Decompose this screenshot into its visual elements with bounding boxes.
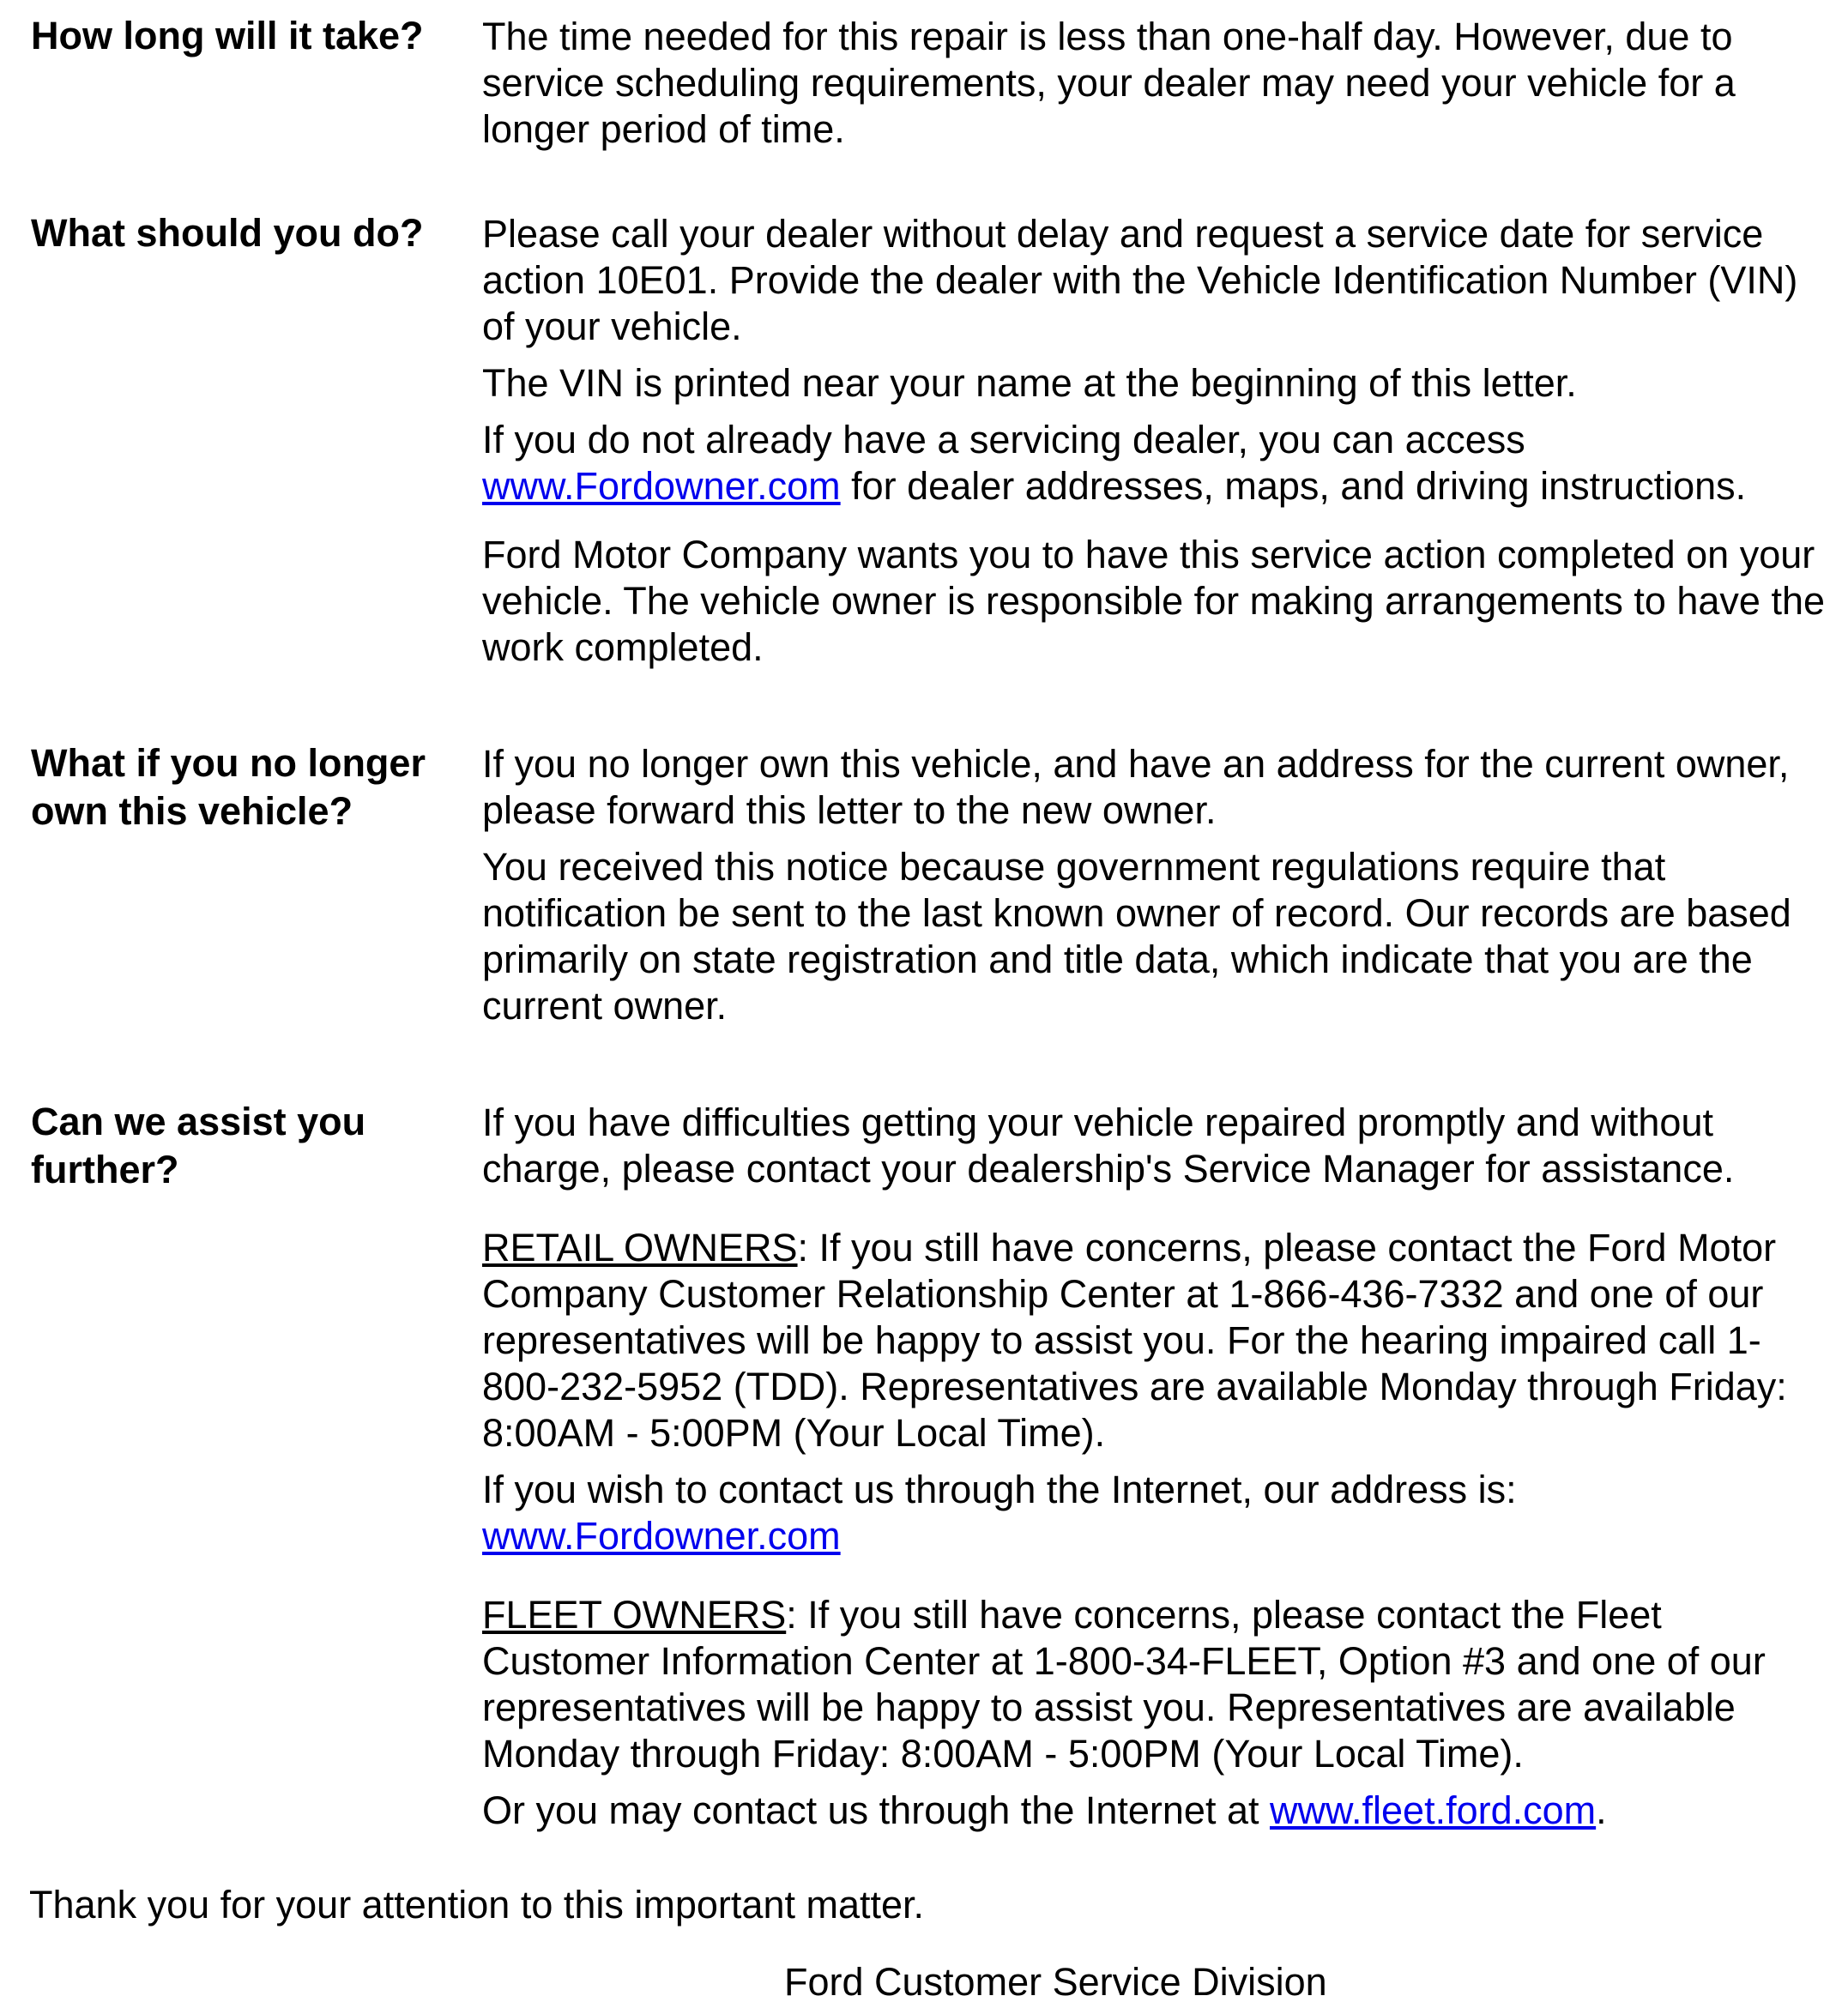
answer-what-do [482,211,1829,671]
retail-owners-paragraph [482,1225,1829,1456]
what-do-paragraph-3 [482,417,1829,510]
answer-how-long [482,14,1829,153]
no-longer-paragraph-1: If you no longer own this vehicle, and have an address for the current owner, please forward this letter to the new owner. [482,742,1790,832]
fleet-owners-paragraph [482,1592,1829,1777]
question-how-long: How long will it take? [31,14,424,57]
assist-paragraph-1: If you have difficulties getting your vehicle repaired promptly and without charge, please contact your dealership's Service Manager for assistance. [482,1100,1735,1191]
signature: Ford Customer Service Division [784,1960,1327,2004]
fordowner-link-2[interactable]: www.Fordowner.com [482,1514,841,1558]
question-what-do: What should you do? [31,211,424,255]
question-no-longer: What if you no longer own this vehicle? [31,741,426,833]
how-long-paragraph: The time needed for this repair is less than one-half day. However, due to service scheduling requirements, your dealer may need your vehicle for a longer period of time. [482,15,1736,151]
what-do-paragraph-1: Please call your dealer without delay and request a service date for service action 10E01. Provide the dealer with the Vehicle Identification Number (VIN) of your vehicle. [482,212,1798,348]
fleet-internet-paragraph [482,1788,1829,1834]
answer-no-longer [482,741,1829,1029]
what-do-paragraph-4: Ford Motor Company wants you to have this service action completed on your vehicle. The vehicle owner is responsible for making arrangements to have the work completed. [482,533,1826,669]
what-do-p3-text-after: for dealer addresses, maps, and driving instructions. [840,464,1747,508]
what-do-paragraph-2: The VIN is printed near your name at the beginning of this letter. [482,361,1577,405]
no-longer-paragraph-2: You received this notice because government regulations require that notification be sent to the last known owner of record. Our records are based primarily on state registration and title data, which indicate that you are the current owner. [482,845,1791,1028]
internet-paragraph [482,1467,1829,1559]
internet-text: If you wish to contact us through the Internet, our address is: [482,1468,1517,1511]
retail-owners-text: : If you still have concerns, please contact the Ford Motor Company Customer Relationship Center at 1-866-436-7332 and one of our representatives will be happy to assist you. For the hearing impaired call 1-800-232-5952 (TDD). Representatives are available Monday through Friday: 8:00AM - 5:00PM (Your Local Time). [482,1226,1787,1455]
fordowner-link-1[interactable]: www.Fordowner.com [482,464,841,508]
fleet-ford-link[interactable]: www.fleet.ford.com [1270,1788,1597,1832]
question-assist: Can we assist you further? [31,1100,366,1191]
fleet-internet-text-before: Or you may contact us through the Internet at [482,1788,1270,1832]
fleet-owners-text: : If you still have concerns, please contact the Fleet Customer Information Center at 1-800-34-FLEET, Option #3 and one of our representatives will be happy to assist you. Representatives are available Monday through Friday: 8:00AM - 5:00PM (Your Local Time). [482,1593,1766,1776]
fleet-internet-text-after: . [1596,1788,1607,1832]
answer-assist [482,1100,1829,1834]
fleet-owners-label: FLEET OWNERS [482,1593,787,1637]
what-do-p3-text-before: If you do not already have a servicing dealer, you can access [482,418,1525,461]
closing-text: Thank you for your attention to this important matter. [29,1883,925,1927]
retail-owners-label: RETAIL OWNERS [482,1226,798,1269]
